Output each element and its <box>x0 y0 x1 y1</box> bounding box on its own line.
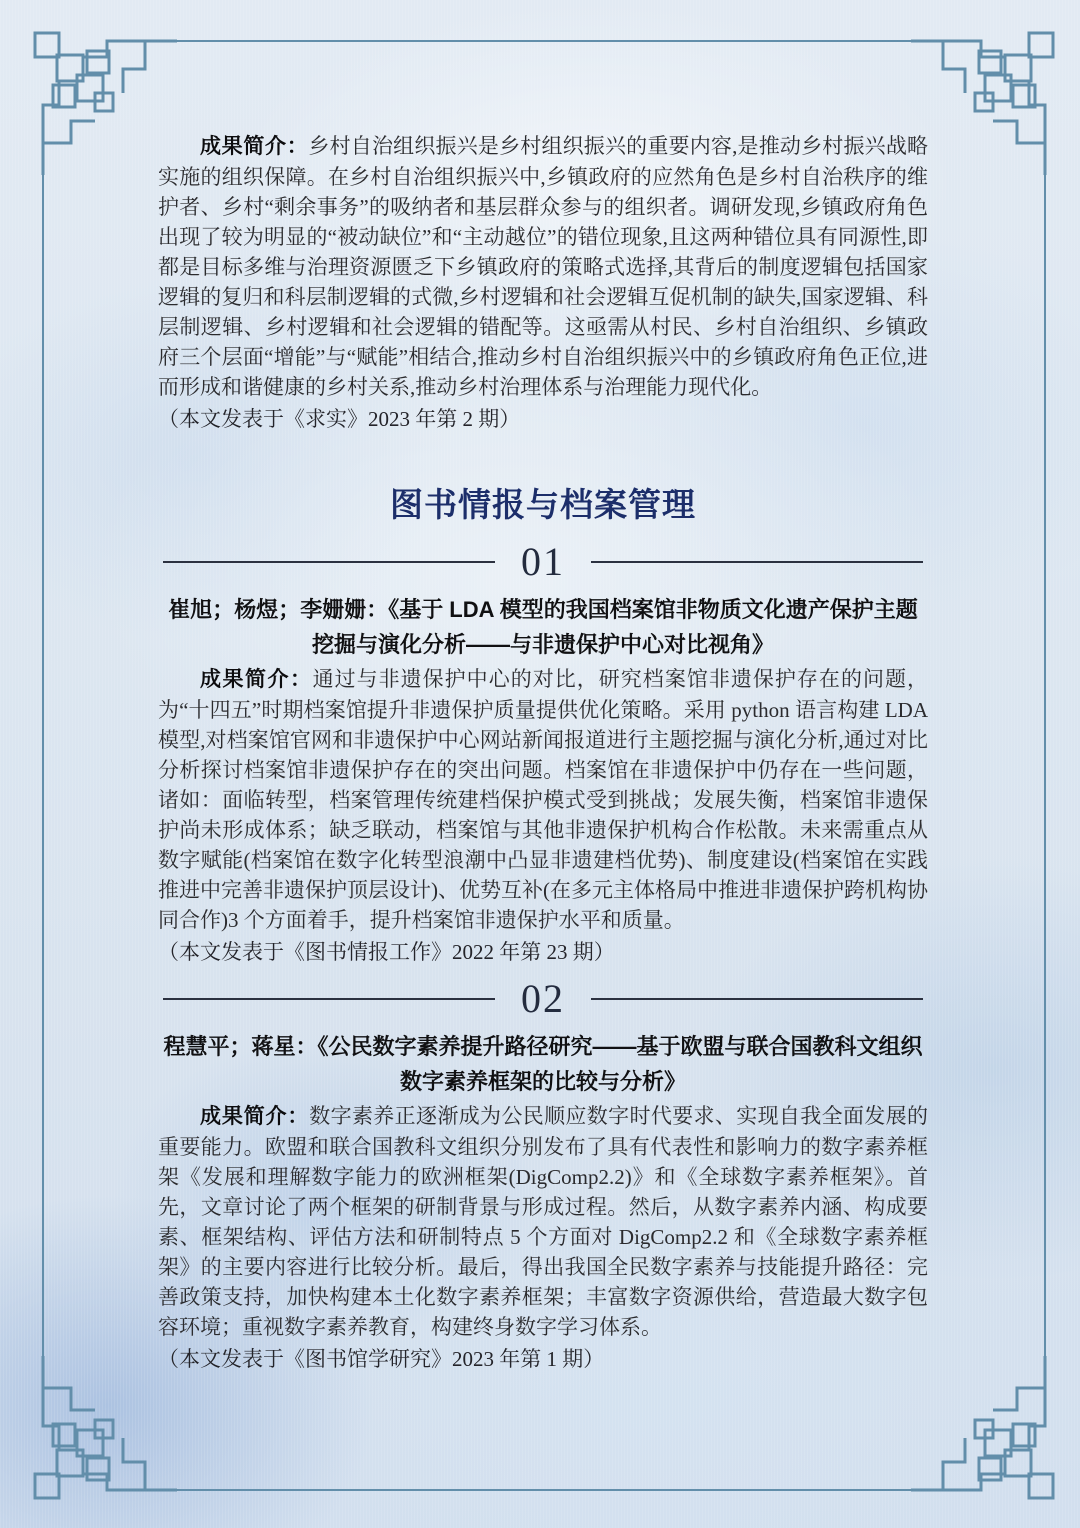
article-abstract-text: 通过与非遗保护中心的对比，研究档案馆非遗保护存在的问题，为“十四五”时期档案馆提升非遗保护质量提供优化策略。采用 python 语言构建 LDA 模型,对档案馆官网和非遗保护中心网站新闻报道进行主题挖掘与演化分析,通过对比分析探讨档案馆非遗保护存在的突出问题。档案馆在非遗保护中仍存在一些问题，诸如：面临转型，档案管理传统建档保护模式受到挑战；发展失衡，档案馆非遗保护尚未形成体系；缺乏联动，档案馆与其他非遗保护机构合作松散。未来需重点从数字赋能(档案馆在数字化转型浪潮中凸显非遗建档优势)、制度建设(档案馆在实践推进中完善非遗保护顶层设计)、优势互补(在多元主体格局中推进非遗保护跨机构协同合作)3 个方面着手，提升档案馆非遗保护水平和质量。 <box>158 667 928 932</box>
article-abstract-label: 成果简介： <box>200 668 313 691</box>
intro-abstract-label: 成果简介： <box>200 135 309 158</box>
article-abstract-label: 成果简介： <box>200 1105 310 1128</box>
frame-border-bottom <box>177 1489 911 1491</box>
intro-abstract-paragraph <box>158 131 928 402</box>
intro-abstract-text: 乡村自治组织振兴是乡村组织振兴的重要内容,是推动乡村振兴战略实施的组织保障。在乡村自治组织振兴中,乡镇政府的应然角色是乡村自治秩序的维护者、乡村“剩余事务”的吸纳者和基层群众参与的组织者。调研发现,乡镇政府角色出现了较为明显的“被动缺位”和“主动越位”的错位现象,且这两种错位具有同源性,即都是目标多维与治理资源匮乏下乡镇政府的策略式选择,其背后的制度逻辑包括国家逻辑的复归和科层制逻辑的式微,乡村逻辑和社会逻辑互促机制的缺失,国家逻辑、科层制逻辑、乡村逻辑和社会逻辑的错配等。这亟需从村民、乡村自治组织、乡镇政府三个层面“增能”与“赋能”相结合,推动乡村自治组织振兴中的乡镇政府角色正位,进而形成和谐健康的乡村关系,推动乡村治理体系与治理能力现代化。 <box>158 134 929 399</box>
corner-ornament-icon <box>911 25 1061 175</box>
divider-line-left <box>163 561 495 564</box>
page-content <box>158 0 928 1374</box>
article-publication-note: （本文发表于《图书馆学研究》2023 年第 1 期） <box>158 1347 605 1371</box>
frame-border-right <box>1044 175 1046 1356</box>
frame-border-left <box>42 175 44 1356</box>
article-title: 程慧平；蒋星：《公民数字素养提升路径研究——基于欧盟与联合国教科文组织数字素养框架的比较与分析》 <box>163 1034 923 1094</box>
article-abstract-text: 数字素养正逐渐成为公民顺应数字时代要求、实现自我全面发展的重要能力。欧盟和联合国教科文组织分别发布了具有代表性和影响力的数字素养框架《发展和理解数字能力的欧洲框架(DigComp2.2)》和《全球数字素养框架》。首先，文章讨论了两个框架的研制背景与形成过程。然后，从数字素养内涵、构成要素、框架结构、评估方法和研制特点 5 个方面对 DigComp2.2 和《全球数字素养框架》的主要内容进行比较分析。最后，得出我国全民数字素养与技能提升路径：完善政策支持，加快构建本土化数字素养框架；丰富数字资源供给，营造最大数字包容环境；重视数字素养教育，构建终身数字学习体系。 <box>158 1104 929 1339</box>
article-publication-note: （本文发表于《图书情报工作》2022 年第 23 期） <box>158 940 615 964</box>
article-abstract-paragraph <box>158 1101 928 1342</box>
corner-ornament-icon <box>27 1356 177 1506</box>
divider-line-right <box>591 561 923 564</box>
intro-publication-note: （本文发表于《求实》2023 年第 2 期） <box>158 407 521 431</box>
article-number: 01 <box>521 539 565 584</box>
article-number: 02 <box>521 976 565 1021</box>
corner-ornament-icon <box>911 1356 1061 1506</box>
article-title: 崔旭；杨煜；李姗姗：《基于 LDA 模型的我国档案馆非物质文化遗产保护主题挖掘与演化分析——与非遗保护中心对比视角》 <box>168 597 918 657</box>
divider-line-left <box>163 998 495 1001</box>
divider-line-right <box>591 998 923 1001</box>
section-heading: 图书情报与档案管理 <box>390 486 696 523</box>
article-abstract-paragraph <box>158 664 928 935</box>
article-divider-01 <box>158 540 928 584</box>
corner-ornament-icon <box>27 25 177 175</box>
article-divider-02 <box>158 977 928 1021</box>
